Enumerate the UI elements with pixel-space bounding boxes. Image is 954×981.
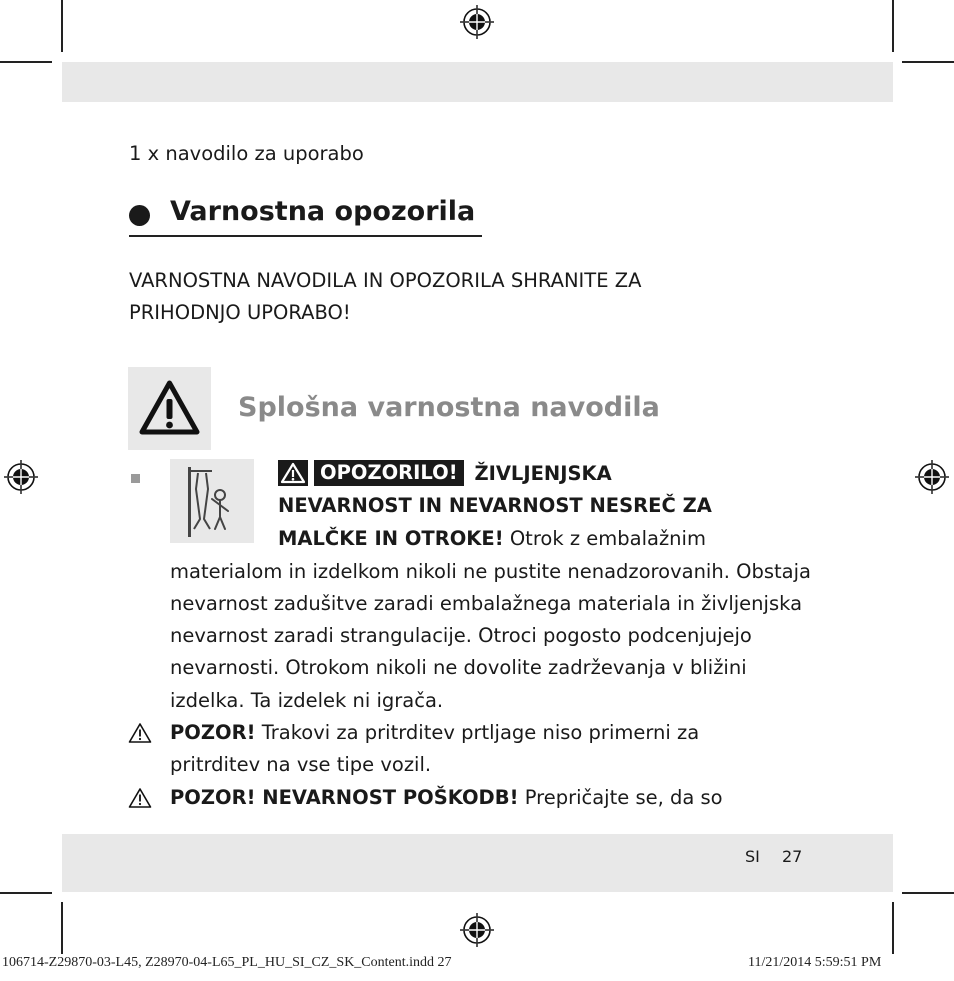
caution-2-bold: POZOR! NEVARNOST POŠKODB! [170, 786, 519, 809]
warning-triangle-icon [128, 367, 211, 450]
caution-1-rest: Trakovi za pritrditev prtljage niso primerni za [255, 721, 700, 744]
warning-heading-line2: NEVARNOST IN NEVARNOST NESREČ ZA [278, 494, 712, 517]
warning-body-line: nevarnosti. Otrokom nikoli ne dovolite zadrževanja v bližini [170, 656, 747, 679]
crop-mark [892, 0, 894, 52]
keep-notice-line1: VARNOSTNA NAVODILA IN OPOZORILA SHRANITE ZA [129, 269, 642, 292]
caution-2-line1 [170, 782, 723, 814]
crop-mark [902, 892, 954, 894]
warning-body-line: nevarnost zaradi strangulacije. Otroci pogosto podcenjujejo [170, 624, 752, 647]
page-language: SI [745, 847, 760, 866]
caution-1-bold: POZOR! [170, 721, 256, 744]
page-number: 27 [782, 847, 803, 866]
keep-notice-line2: PRIHODNJO UPORABO! [129, 301, 351, 324]
registration-mark-icon [4, 460, 38, 494]
warning-heading-text1: ŽIVLJENJSKA [474, 462, 612, 485]
child-hazard-icon [170, 459, 254, 543]
caution-2-rest: Prepričajte se, da so [518, 786, 723, 809]
crop-mark [0, 61, 52, 63]
caution-triangle-icon [128, 722, 152, 744]
crop-mark [61, 902, 63, 954]
registration-mark-icon [915, 460, 949, 494]
registration-mark-icon [460, 5, 494, 39]
intro-line: 1 x navodilo za uporabo [129, 142, 364, 165]
general-safety-title: Splošna varnostna navodila [238, 392, 660, 423]
warning-heading-bold: MALČKE IN OTROKE! [278, 527, 504, 550]
footer-date: 11/21/2014 5:59:51 PM [748, 955, 882, 970]
crop-mark [892, 902, 894, 954]
warning-body-line: nevarnost zadušitve zaradi embalažnega materiala in življenjska [170, 592, 803, 615]
crop-mark [61, 0, 63, 52]
warning-heading-line1 [278, 458, 612, 490]
crop-mark [0, 892, 52, 894]
list-bullet-icon [131, 474, 140, 483]
warning-icon-box [128, 367, 211, 450]
child-hazard-icon-box [170, 459, 254, 543]
header-band [62, 62, 893, 102]
section-title-underline [129, 235, 482, 237]
warning-heading-rest: Otrok z embalažnim [503, 527, 706, 550]
footer-band [62, 834, 893, 892]
section-title: Varnostna opozorila [170, 196, 476, 227]
registration-mark-icon [460, 913, 494, 947]
footer-file-info: 106714-Z29870-03-L45, Z28970-04-L65_PL_HU_SI_CZ_SK_Content.indd 27 [2, 955, 452, 970]
warning-heading-line3 [278, 523, 706, 555]
caution-1-line1 [170, 717, 699, 749]
crop-mark [902, 61, 954, 63]
warning-tag: OPOZORILO! [314, 460, 464, 486]
warning-body-line: materialom in izdelkom nikoli ne pustite nenadzorovanih. Obstaja [170, 560, 811, 583]
section-bullet-icon [129, 205, 150, 226]
warning-body-line: izdelka. Ta izdelek ni igrača. [170, 689, 444, 712]
caution-triangle-icon [128, 787, 152, 809]
caution-1-line2: pritrditev na vse tipe vozil. [170, 753, 432, 776]
warning-triangle-tag-icon [278, 460, 308, 486]
